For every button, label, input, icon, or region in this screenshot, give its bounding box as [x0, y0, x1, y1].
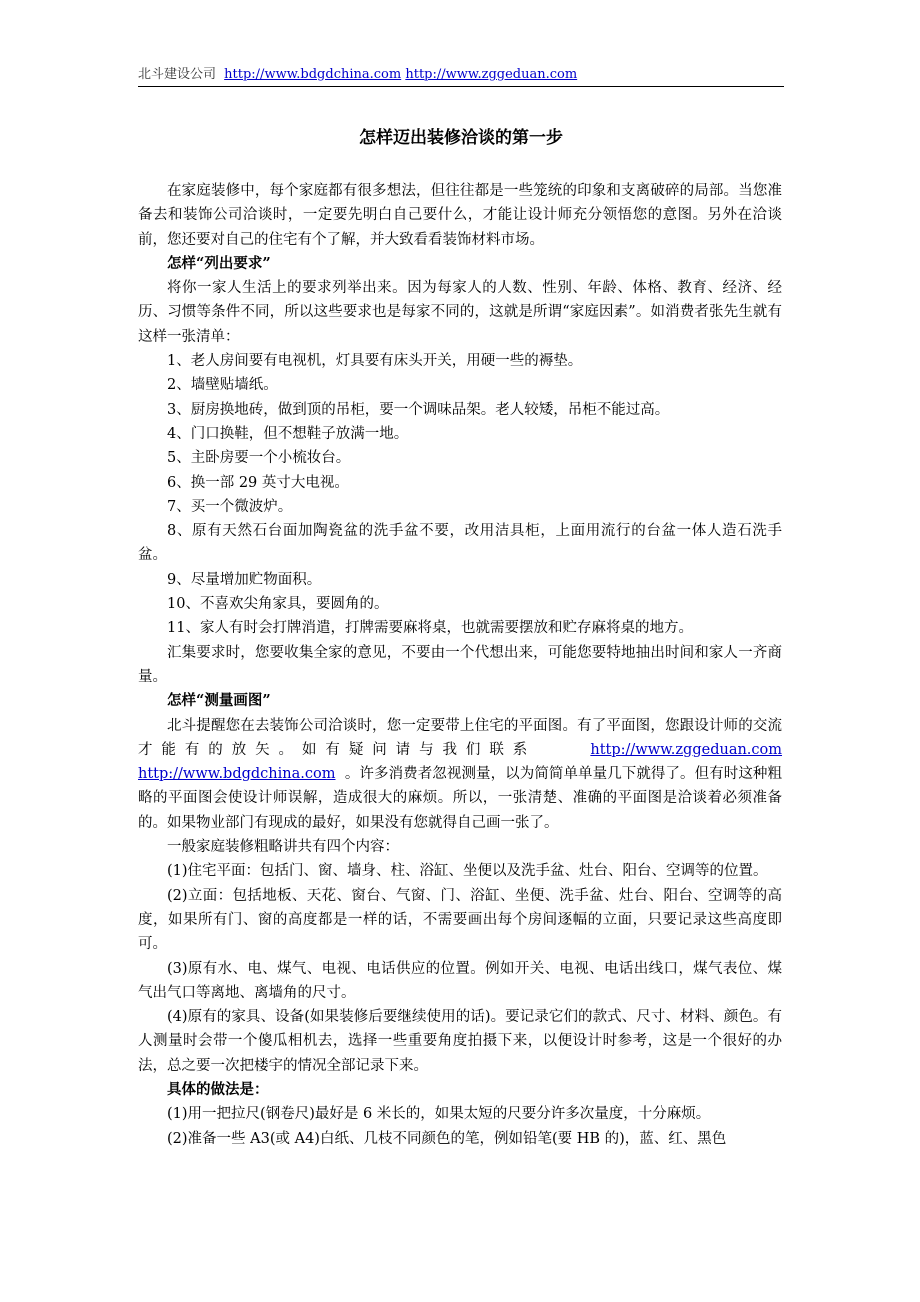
- company-name: 北斗建设公司: [138, 67, 217, 82]
- list-item: (1)住宅平面：包括门、窗、墙身、柱、浴缸、坐便以及洗手盆、灶台、阳台、空调等的位置。: [167, 863, 768, 880]
- list-item: 9、尽量增加贮物面积。: [167, 571, 322, 588]
- body-link-bdgdchina[interactable]: http://www.bdgdchina.com: [138, 766, 336, 783]
- list-item: 5、主卧房要一个小梳妆台。: [167, 450, 351, 467]
- section-heading-measure: 怎样“测量画图”: [167, 692, 271, 710]
- list-item: 6、换一部 29 英寸大电视。: [167, 474, 349, 491]
- list-item: (2)立面：包括地板、天花、窗台、气窗、门、浴缸、坐便、洗手盆、灶台、阳台、空调等的高度，如果所有门、窗的高度都是一样的话，不需要画出每个房间逐幅的立面，只要记录这些高度即可。: [138, 887, 782, 953]
- header-divider: [138, 86, 784, 87]
- list-item: 4、门口换鞋，但不想鞋子放满一地。: [167, 425, 409, 442]
- list-item: 7、买一个微波炉。: [167, 498, 293, 515]
- measure-text-a: 北斗提醒您在去装饰公司洽谈时，您一定要带上住宅的平面图。有了平面图，您跟设计师的交流才能有的放矢。如有疑问请与我们联系: [138, 717, 782, 758]
- list-item: (4)原有的家具、设备(如果装修后要继续使用的话)。要记录它们的款式、尺寸、材料、颜色。有人测量时会带一个傻瓜相机去，选择一些重要角度拍摄下来，以便设计时参考，这是一个很好的办法，总之要一次把楼宇的情况全部记录下来。: [138, 1009, 782, 1074]
- list-item: 8、原有天然石台面加陶瓷盆的洗手盆不要，改用洁具柜，上面用流行的台盆一体人造石洗手盆。: [138, 523, 782, 564]
- measure-paragraph: [138, 714, 782, 835]
- collect-requirements-paragraph: 汇集要求时，您要收集全家的意见，不要由一个代想出来，可能您要特地抽出时间和家人一齐商量。: [138, 644, 782, 685]
- section-heading-requirements: 怎样“列出要求”: [167, 254, 271, 272]
- contents-intro-paragraph: 一般家庭装修粗略讲共有四个内容：: [167, 839, 399, 856]
- list-item: (1)用一把拉尺(钢卷尺)最好是 6 米长的，如果太短的尺要分许多次量度，十分麻烦。: [167, 1106, 711, 1123]
- list-item: 10、不喜欢尖角家具，要圆角的。: [167, 596, 389, 613]
- page-title: 怎样迈出装修洽谈的第一步: [359, 128, 563, 148]
- list-item: (3)原有水、电、煤气、电视、电话供应的位置。例如开关、电视、电话出线口，煤气表位、煤气出气口等离地、离墙角的尺寸。: [138, 960, 782, 1001]
- page-header: [138, 66, 784, 84]
- section-heading-method: 具体的做法是：: [167, 1080, 269, 1098]
- list-item: (2)准备一些 A3(或 A4)白纸、几枝不同颜色的笔，例如铅笔(要 HB 的)，蓝、红、黑色: [167, 1130, 727, 1147]
- article-body: [138, 179, 782, 1151]
- list-item: 3、厨房换地砖，做到顶的吊柜，要一个调味品架。老人较矮，吊柜不能过高。: [167, 401, 670, 418]
- header-link-zggeduan[interactable]: http://www.zggeduan.com: [405, 67, 578, 82]
- intro-paragraph: 在家庭装修中，每个家庭都有很多想法，但往往都是一些笼统的印象和支离破碎的局部。当您准备去和装饰公司洽谈时，一定要先明白自己要什么，才能让设计师充分领悟您的意图。另外在洽谈前，您还要对自己的住宅有个了解，并大致看看装饰材料市场。: [138, 183, 782, 248]
- body-link-zggeduan[interactable]: http://www.zggeduan.com: [590, 741, 783, 758]
- list-item: 2、墙壁贴墙纸。: [167, 377, 278, 394]
- requirements-paragraph: 将你一家人生活上的要求列举出来。因为每家人的人数、性别、年龄、体格、教育、经济、经历、习惯等条件不同，所以这些要求也是每家不同的，这就是所谓“家庭因素”。如消费者张先生就有这样一张清单：: [138, 280, 782, 345]
- list-item: 11、家人有时会打牌消遣，打牌需要麻将桌，也就需要摆放和贮存麻将桌的地方。: [167, 620, 693, 637]
- list-item: 1、老人房间要有电视机，灯具要有床头开关，用硬一些的褥垫。: [167, 353, 583, 370]
- header-link-bdgdchina[interactable]: http://www.bdgdchina.com: [224, 67, 402, 82]
- measure-text-b: 。许多消费者忽视测量，以为简简单单量几下就得了。但有时这种粗略的平面图会使设计师误解，造成很大的麻烦。所以，一张清楚、准确的平面图是洽谈着必须准备的。如果物业部门有现成的最好，如果没有您就得自己画一张了。: [138, 766, 783, 831]
